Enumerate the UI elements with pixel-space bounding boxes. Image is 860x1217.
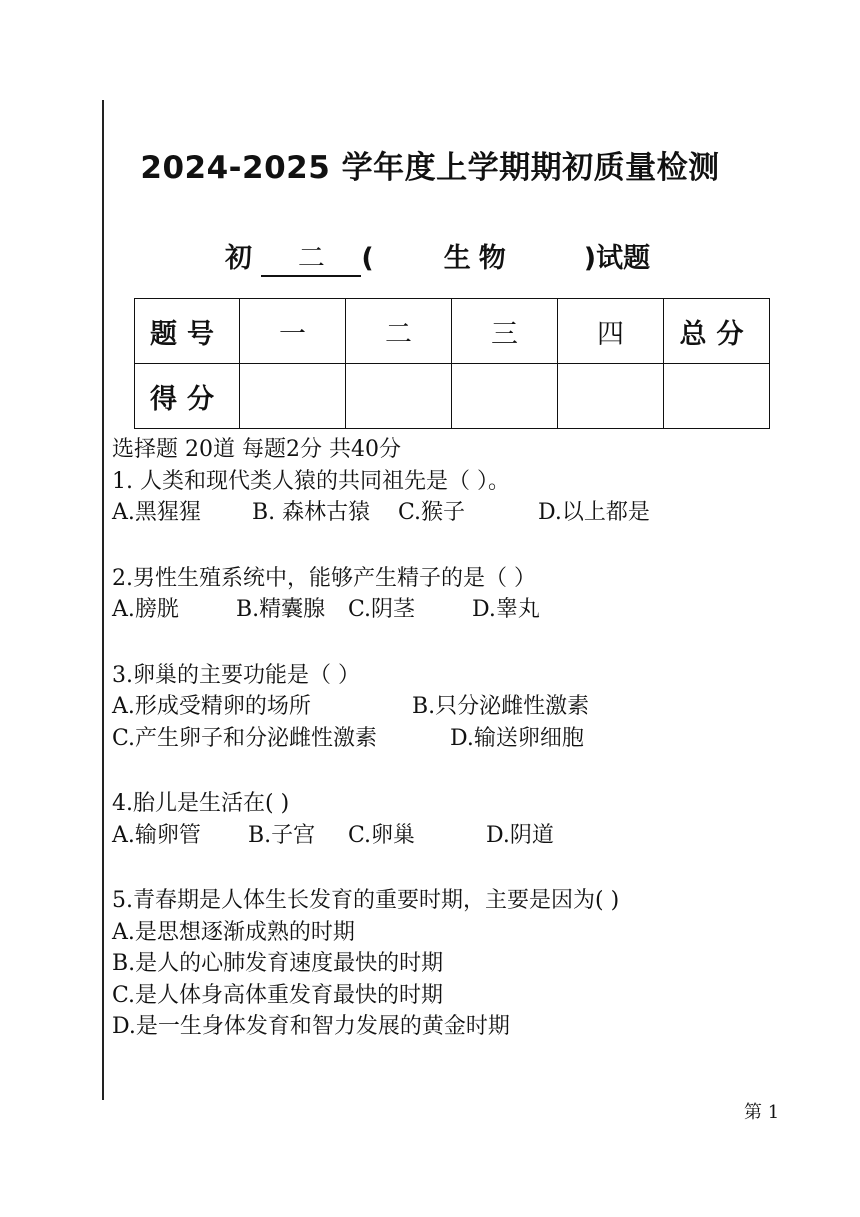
question-stem: 2.男性生殖系统中，能够产生精子的是（ ） [112, 565, 536, 591]
option-a: A.黑猩猩 [112, 500, 201, 525]
grade-prefix: 初 [225, 243, 252, 274]
exam-title: 2024-2025 学年度上学期期初质量检测 [140, 150, 720, 186]
option-d: D.以上都是 [538, 500, 650, 525]
score-table [134, 298, 770, 429]
subject-name: 生物 [443, 243, 514, 274]
option-d: D.输送卵细胞 [450, 725, 584, 751]
option-b: B.只分泌雌性激素 [412, 694, 590, 719]
option-b: B.精囊腺 [236, 597, 326, 622]
question-options [112, 497, 650, 529]
exam-subtitle [225, 236, 650, 277]
question-options [112, 594, 650, 626]
score-cell-4[interactable] [558, 364, 664, 429]
section-intro: 选择题 20道 每题2分 共40分 [112, 437, 401, 462]
option-d: D.是一生身体发育和智力发展的黄金时期 [112, 1014, 510, 1039]
score-label: 得分 [135, 364, 240, 429]
option-c: C.阴茎 [348, 597, 416, 622]
question-options [112, 723, 650, 755]
question-stem: 1. 人类和现代类人猿的共同祖先是（ ）。 [112, 468, 510, 494]
score-table-score-row [135, 364, 770, 429]
question-options [112, 691, 650, 723]
score-table-header-row [135, 299, 770, 364]
option-b: B.是人的心肺发育速度最快的时期 [112, 951, 444, 976]
total-score-label: 总分 [664, 299, 770, 364]
grade-blank: 二 [261, 243, 361, 277]
option-a: A.形成受精卵的场所 [112, 694, 311, 719]
score-cell-2[interactable] [346, 364, 452, 429]
subtitle-suffix: )试题 [583, 243, 651, 274]
option-c: C.卵巢 [348, 822, 416, 848]
score-cell-1[interactable] [240, 364, 346, 429]
question-stem: 3.卵巢的主要功能是（ ） [112, 662, 360, 688]
question-stem: 4.胎儿是生活在( ) [112, 791, 290, 816]
question-stem: 5.青春期是人体生长发育的重要时期，主要是因为( ) [112, 888, 620, 913]
option-c: C.是人体身高体重发育最快的时期 [112, 982, 444, 1008]
question-number-label: 题号 [135, 299, 240, 364]
option-c: C.猴子 [398, 500, 466, 525]
option-d: D.睾丸 [472, 597, 540, 622]
option-a: A.是思想逐渐成熟的时期 [112, 919, 355, 945]
subject-open-paren: ( [361, 243, 374, 274]
option-c: C.产生卵子和分泌雌性激素 [112, 725, 378, 751]
option-a: A.膀胱 [112, 597, 179, 622]
binding-margin-line [102, 100, 104, 1100]
column-header-3: 三 [452, 299, 558, 364]
column-header-2: 二 [346, 299, 452, 364]
column-header-1: 一 [240, 299, 346, 364]
page-number: 第 1 [744, 1102, 780, 1123]
column-header-4: 四 [558, 299, 664, 364]
option-a: A.输卵管 [112, 822, 201, 848]
score-cell-total[interactable] [664, 364, 770, 429]
option-b: B. 森林古猿 [252, 500, 371, 525]
question-options [112, 820, 650, 852]
question-list [112, 434, 650, 1043]
option-d: D.阴道 [486, 822, 554, 848]
option-b: B.子宫 [248, 822, 316, 848]
score-cell-3[interactable] [452, 364, 558, 429]
